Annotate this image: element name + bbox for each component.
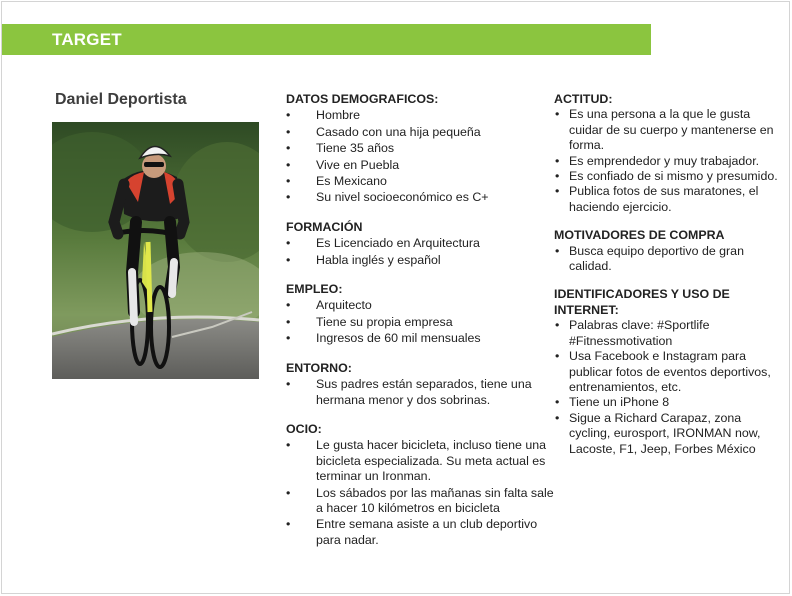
list-item: • Los sábados por las mañanas sin falta sale a hacer 10 kilómetros en bicicleta xyxy=(286,486,554,517)
empleo-list xyxy=(286,298,554,346)
datos-list xyxy=(286,108,554,205)
list-item: • Entre semana asiste a un club deportivo para nadar. xyxy=(286,517,554,548)
list-item: • Tiene un iPhone 8 xyxy=(554,395,780,410)
section-title: FORMACIÓN xyxy=(286,219,363,234)
list-item: • Publica fotos de sus maratones, el haciendo ejercicio. xyxy=(554,184,780,215)
cyclist-photo xyxy=(52,122,259,379)
section-formacion xyxy=(286,220,554,268)
list-item: • Es emprendedor y muy trabajador. xyxy=(554,154,780,169)
ocio-list xyxy=(286,438,554,548)
persona-name: Daniel Deportista xyxy=(55,91,187,108)
section-title: MOTIVADORES DE COMPRA xyxy=(554,228,725,243)
section-actitud xyxy=(554,92,780,215)
list-item: • Su nivel socioeconómico es C+ xyxy=(286,190,554,205)
list-item: • Le gusta hacer bicicleta, incluso tiene una bicicleta especializada. Su meta actual es terminar un Ironman. xyxy=(286,438,554,484)
list-item: • Casado con una hija pequeña xyxy=(286,125,554,140)
banner-title: TARGET xyxy=(52,30,122,49)
section-identificadores xyxy=(554,287,780,456)
list-item: • Tiene 35 años xyxy=(286,141,554,156)
motivadores-list xyxy=(554,244,780,275)
list-item: • Busca equipo deportivo de gran calidad. xyxy=(554,244,780,275)
section-entorno xyxy=(286,361,554,408)
section-title: ENTORNO: xyxy=(286,360,352,375)
persona-behavior-column xyxy=(554,92,780,470)
actitud-list xyxy=(554,107,780,215)
entorno-list xyxy=(286,377,554,408)
list-item: • Sus padres están separados, tiene una hermana menor y dos sobrinas. xyxy=(286,377,554,408)
list-item: • Arquitecto xyxy=(286,298,554,313)
section-datos xyxy=(286,92,554,206)
list-item: • Ingresos de 60 mil mensuales xyxy=(286,331,554,346)
list-item: • Vive en Puebla xyxy=(286,158,554,173)
list-item: • Es confiado de si mismo y presumido. xyxy=(554,169,780,184)
list-item: • Hombre xyxy=(286,108,554,123)
target-banner xyxy=(2,24,651,55)
formacion-list xyxy=(286,236,554,268)
section-title: ACTITUD: xyxy=(554,92,613,106)
list-item: • Es una persona a la que le gusta cuidar de su cuerpo y mantenerse en forma. xyxy=(554,107,780,153)
list-item: • Tiene su propia empresa xyxy=(286,315,554,330)
section-empleo xyxy=(286,282,554,347)
section-motivadores xyxy=(554,228,780,274)
section-title: EMPLEO: xyxy=(286,282,343,297)
section-title: IDENTIFICADORES Y USO DE INTERNET: xyxy=(554,287,730,317)
list-item: • Es Licenciado en Arquitectura xyxy=(286,236,554,251)
identificadores-list xyxy=(554,318,780,457)
list-item: • Usa Facebook e Instagram para publicar fotos de eventos deportivos, entrenamientos, etc. xyxy=(554,349,780,395)
section-title: OCIO: xyxy=(286,421,322,436)
persona-details-column xyxy=(286,92,554,562)
list-item: • Palabras clave: #Sportlife #Fitnessmotivation xyxy=(554,318,780,349)
list-item: • Es Mexicano xyxy=(286,174,554,189)
list-item: • Habla inglés y español xyxy=(286,253,554,268)
section-title: DATOS DEMOGRAFICOS: xyxy=(286,92,439,106)
list-item: • Sigue a Richard Carapaz, zona cycling, eurosport, IRONMAN now, Lacoste, F1, Jeep, Forbes México xyxy=(554,411,780,457)
section-ocio xyxy=(286,422,554,548)
cyclist-photo-icon xyxy=(52,122,259,379)
